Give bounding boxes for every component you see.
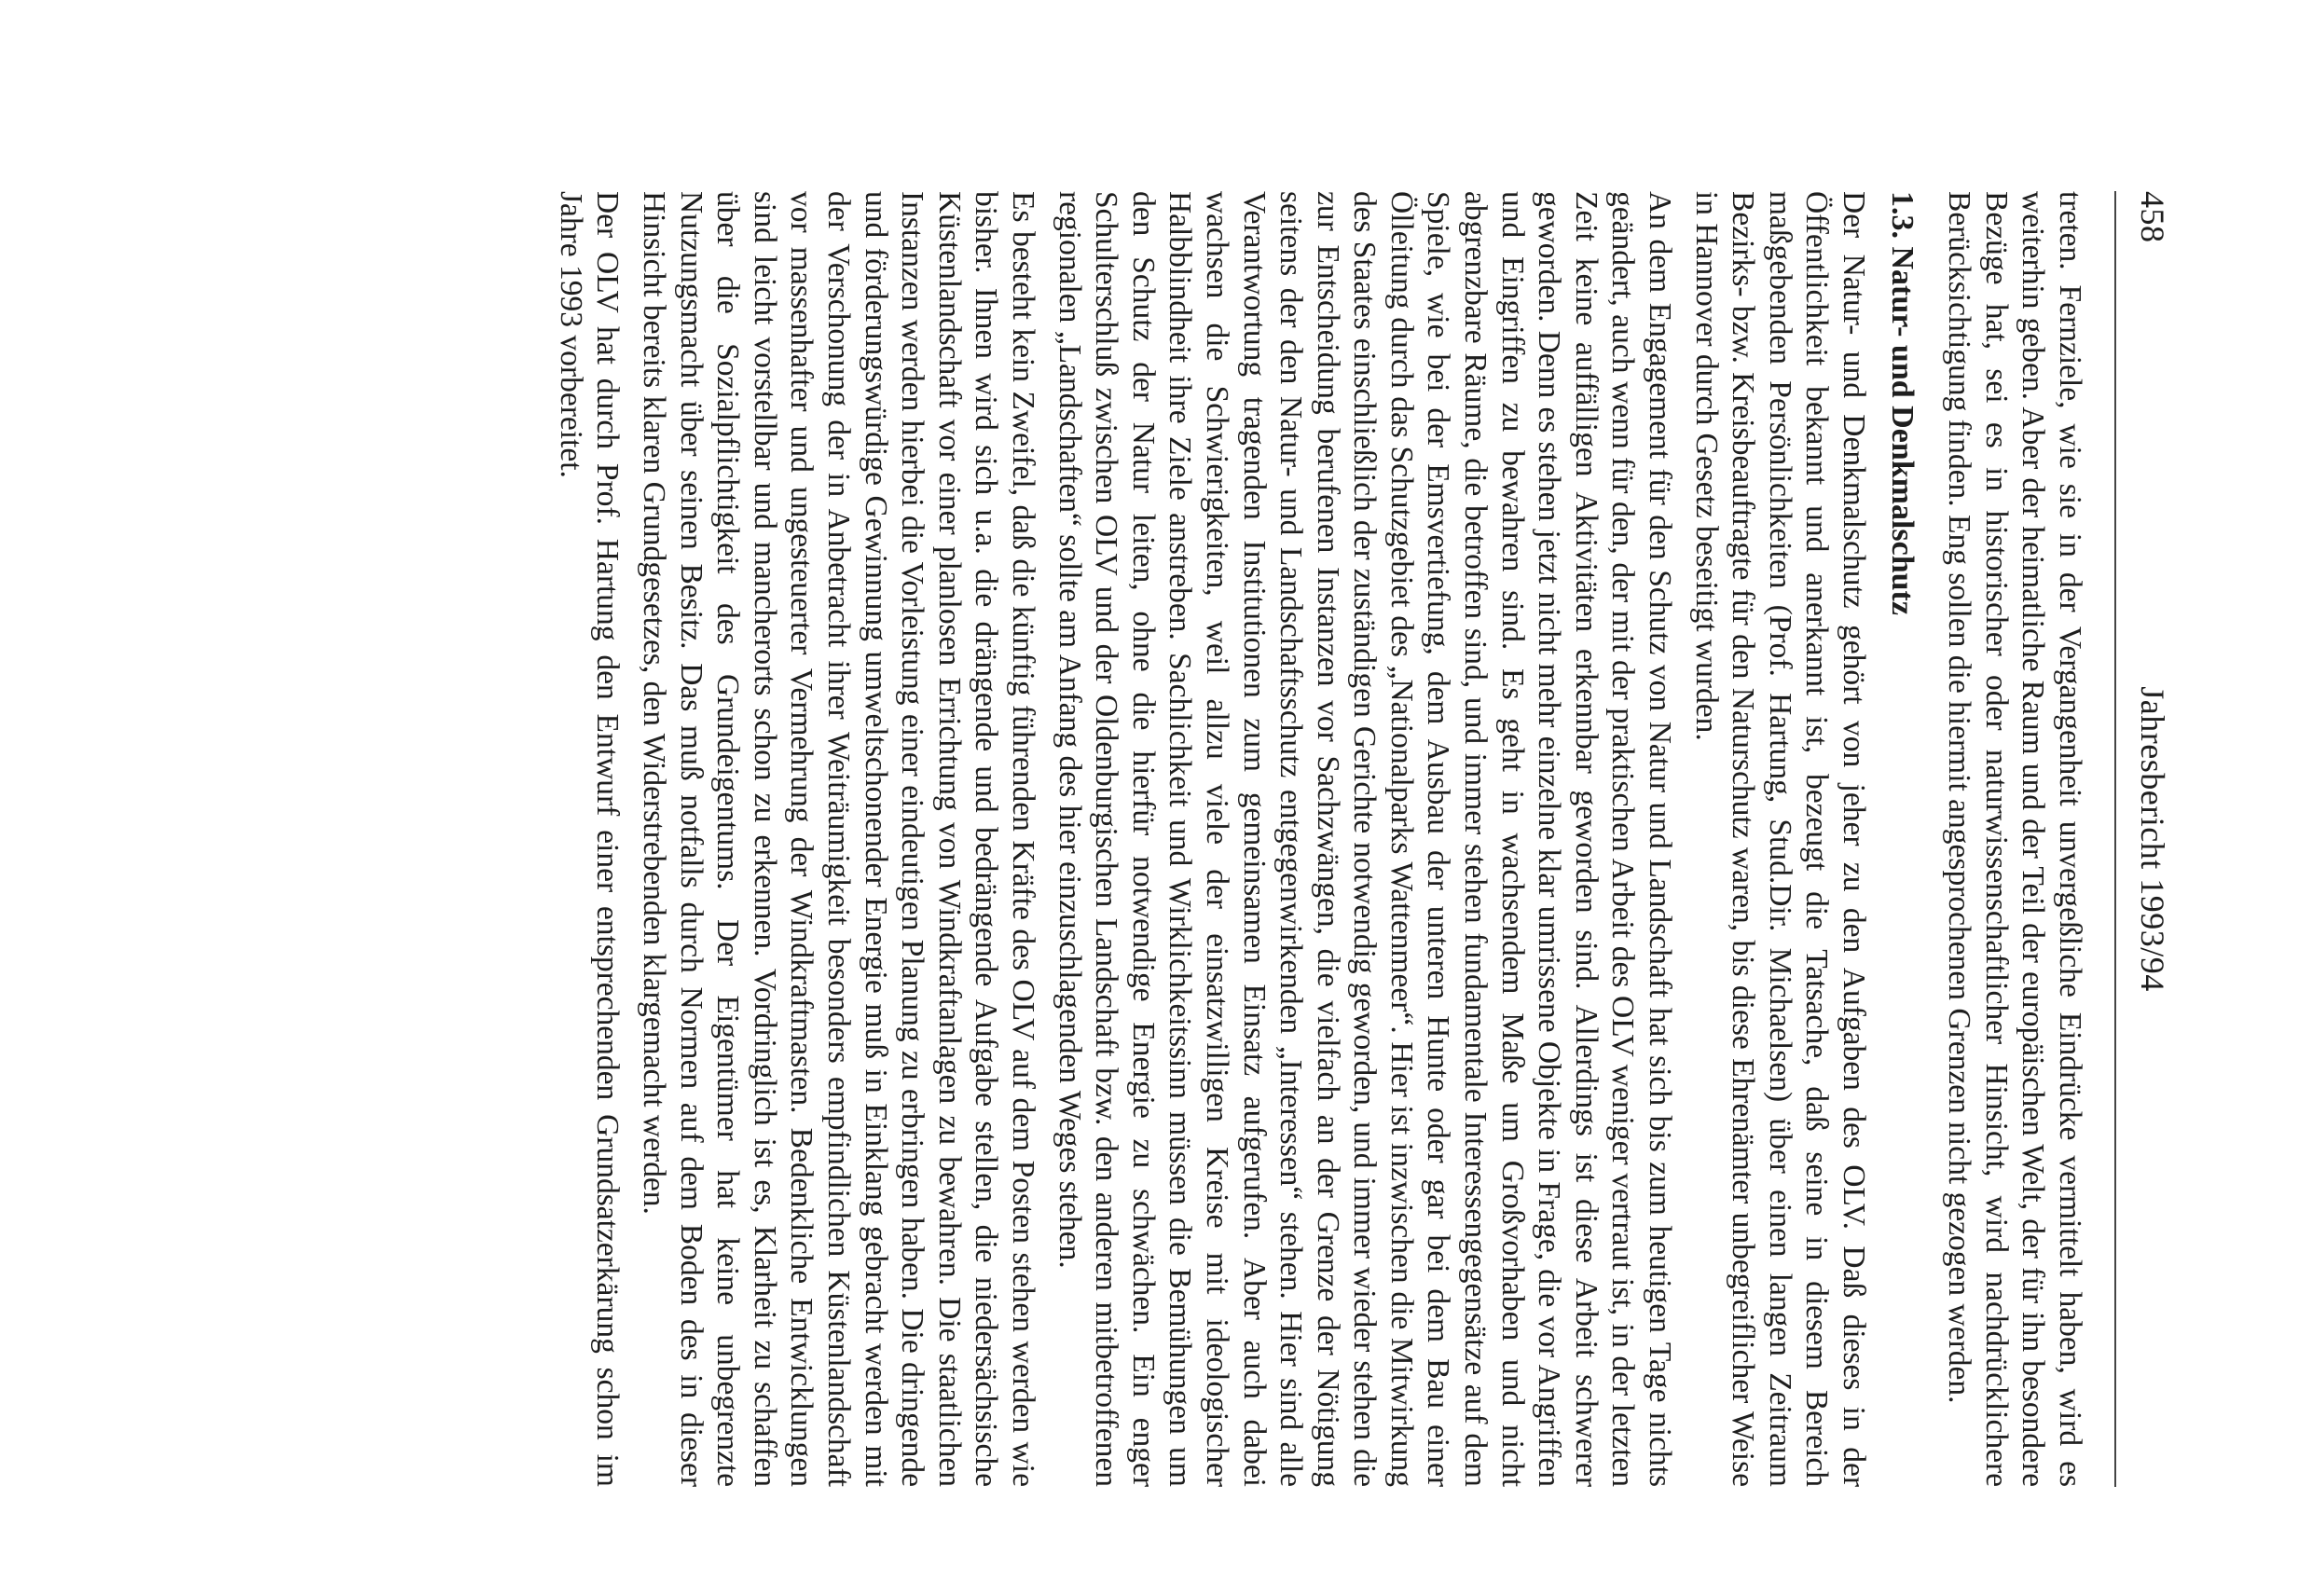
paragraph-3: Es besteht kein Zweifel, daß die künftig führenden Kräfte des OLV auf dem Posten stehen werden wie bisher. Ihnen wird sich u.a. die drängende und bedrängende Aufgabe stellen, die niedersächsische Küstenlandschaft vor einer planlosen Errichtung von Windkraftanlagen zu bewahren. Die staatlichen Instanzen werden hierbei die Vorleistung einer eindeutigen Planung zu erbringen haben. Die dringende und förderungswürdige Gewinnung umweltschonender Energie muß in Einklang gebracht werden mit der Verschonung der in Anbetracht ihrer Weiträumigkeit besonders empfindlichen Küstenlandschaft vor massenhafter und ungesteuerter Vermehrung der Windkraftmasten. Bedenkliche Entwicklungen sind leicht vorstellbar und mancherorts schon zu erkennen. Vordringlich ist es, Klarheit zu schaffen über die Sozialpflichtigkeit des Grundeigentums. Der Eigentümer hat keine unbegrenzte Nutzungsmacht über seinen Besitz. Das muß notfalls durch Normen auf dem Boden des in dieser Hinsicht bereits klaren Grundgesetzes, den Widerstrebenden klargemacht werden. — [637, 191, 1040, 1487]
running-title: Jahresbericht 1993/94 — [2134, 686, 2171, 992]
body-text — [552, 191, 2088, 1487]
running-header — [2114, 191, 2172, 1487]
intro-paragraph: treten. Fernziele, wie sie in der Vergangenheit unvergeßliche Eindrücke vermittelt haben, wird es weiterhin geben. Aber der heimatliche Raum und der Teil der europäischen Welt, der für ihn besondere Bezüge hat, sei es in historischer oder naturwissenschaftlicher Hinsicht, wird nachdrücklichere Berücksichtigung finden. Eng sollen die hiermit angesprochenen Grenzen nicht gezogen werden. — [1942, 191, 2087, 1487]
paragraph-4: Der OLV hat durch Prof. Hartung den Entwurf einer entsprechenden Grundsatzerkärung schon im Jahre 1993 vorbereitet. — [553, 191, 626, 1487]
page-number: 458 — [2134, 191, 2171, 243]
rotated-page-content — [252, 191, 2172, 1487]
paragraph-2: An dem Engagement für den Schutz von Natur und Landschaft hat sich bis zum heutigen Tage nichts geändert, auch wenn für den, der mit der praktischen Arbeit des OLV weniger vertraut ist, in der letzten Zeit keine auffälligen Aktivitäten erkennbar geworden sind. Allerdings ist diese Arbeit schwerer geworden. Denn es stehen jetzt nicht mehr einzelne klar umrissene Objekte in Frage, die vor Angriffen und Eingriffen zu bewahren sind. Es geht in wachsendem Maße um Großvorhaben und nicht abgrenzbare Räume, die betroffen sind, und immer stehen fundamentale Interessengegensätze auf dem Spiele, wie bei der Emsvertiefung, dem Ausbau der unteren Hunte oder gar bei dem Bau einer Ölleitung durch das Schutzgebiet des „Nationalparks Wattenmeer“. Hier ist inzwischen die Mitwirkung des Staates einschließlich der zuständigen Gerichte notwendig geworden, und immer wieder stehen die zur Entscheidung berufenen Instanzen vor Sachzwängen, die vielfach an der Grenze der Nötigung seitens der den Natur- und Landschaftsschutz entgegenwirkenden „Interessen“ stehen. Hier sind alle Verantwortung tragenden Institutionen zum gemeinsamen Einsatz aufgerufen. Aber auch dabei wachsen die Schwierigkeiten, weil allzu viele der einsatzwilligen Kreise mit ideologischer Halbblindheit ihre Ziele anstreben. Sachlichkeit und Wirklichkeitssinn müssen die Bemühungen um den Schutz der Natur leiten, ohne die hierfür notwendige Energie zu schwächen. Ein enger Schulterschluß zwischen OLV und der Oldenburgischen Landschaft bzw. den anderen mitbetroffenen regionalen „Landschaften“ sollte am Anfang des hier einzuschlagenden Weges stehen. — [1052, 191, 1678, 1487]
paragraph-1: Der Natur- und Denkmalschutz gehört von jeher zu den Aufgaben des OLV. Daß dieses in der Öffentlichkeit bekannt und anerkannt ist, bezeugt die Tatsache, daß seine in diesem Bereich maßgebenden Persönlichkeiten (Prof. Hartung, Stud.Dir. Michaelsen) über einen langen Zeitraum Bezirks- bzw. Kreisbeauftragte für den Naturschutz waren, bis diese Ehrenämter unbegreiflicher Weise in Hannover durch Gesetz beseitigt wurden. — [1688, 191, 1872, 1487]
section-heading: 1.3. Natur- und Denkmalschutz — [1884, 191, 1920, 615]
